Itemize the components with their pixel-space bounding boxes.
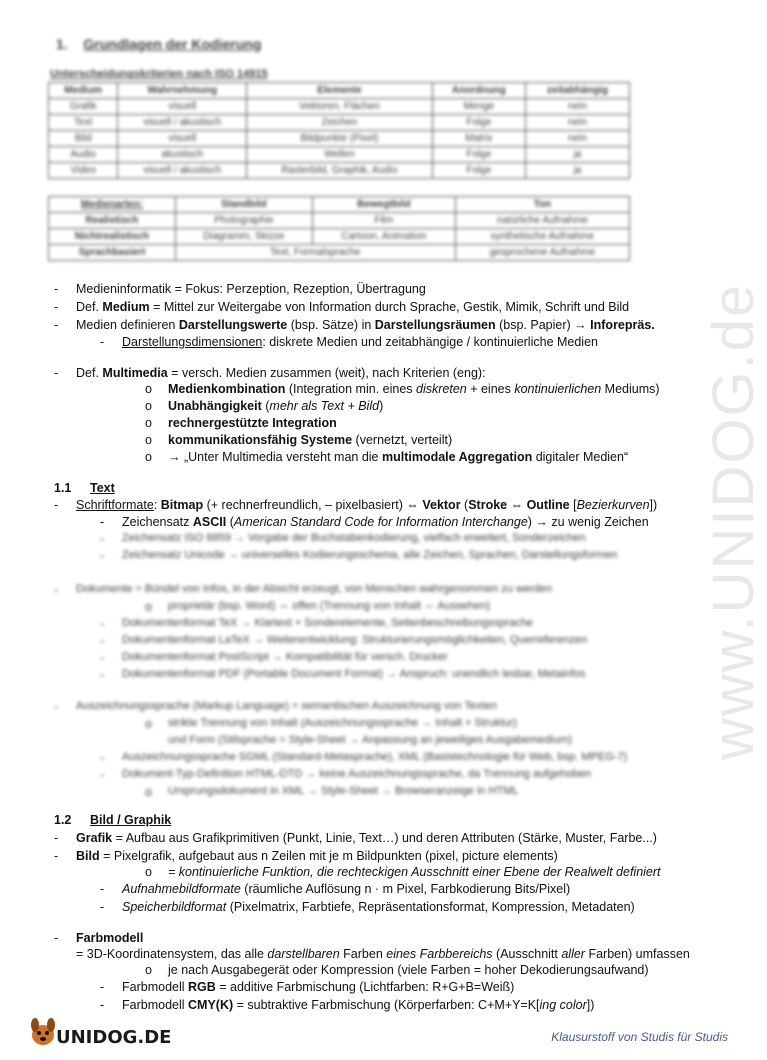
bullet-dash: - [54,366,59,380]
intro-line-1: Medieninformatik = Fokus: Perzeption, Rezeption, Übertragung [76,282,426,296]
media-types-table [48,196,630,261]
double-arrow-icon: ⇔ [406,498,419,512]
logo-text: UNIDOG.DE [56,1027,172,1048]
speicher-line: Speicherbildformat (Pixelmatrix, Farbtiefe, Repräsentationsformat, Kompression, Metadaten) [122,900,635,914]
cmy-line: Farbmodell CMY(K) = subtraktive Farbmischung (Körperfarben: C+M+Y=K[ing color]) [122,998,595,1012]
table-row: Bild visuell Bildpunkte (Pixel) Matrix nein [49,131,630,147]
section-title: Bild / Graphik [90,813,172,827]
table-header: Medienarten: [49,197,176,213]
table-row: Nichtrealistisch Diagramm, Skizze Cartoon, Animation synthetische Aufnahme [49,229,630,245]
section-number: 1.2 [54,813,72,827]
farbmodell-sub: je nach Ausgabegerät oder Kompression (viele Farben = hoher Dekodierungsaufwand) [168,963,649,977]
table-header: zeitabhängig [525,83,629,99]
table-header: Anordnung [432,83,525,99]
section-number: 1.1 [54,481,72,495]
bild-sub: = kontinuierliche Funktion, die rechteckigen Ausschnitt einer Ebene der Realwelt definiert [168,865,661,879]
table-header: Elemente [247,83,433,99]
watermark-text: www.UNIDOG.de [701,282,766,760]
dog-icon [28,1015,58,1047]
farbmodell-heading: Farbmodell [76,931,144,945]
intro-line-3: Medien definieren Darstellungswerte (bsp. Sätze) in Darstellungsräumen (bsp. Papier) → Inforepräs. [76,318,655,332]
bullet-dash: - [100,998,105,1012]
arrow-icon: → [535,515,548,529]
bullet-circle: o [145,416,152,430]
multimedia-item-3: rechnergestützte Integration [168,416,337,430]
table-header: Wahrnehmung [118,83,247,99]
grafik-line: Grafik = Aufbau aus Grafikprimitiven (Punkt, Linie, Text…) und deren Attributen (Stärke, Muster, Farbe...) [76,831,657,845]
iso-table [48,82,630,179]
aufnahme-line: Aufnahmebildformate (räumliche Auflösung n · m Pixel, Farbkodierung Bits/Pixel) [122,882,571,896]
bullet-circle: o [145,399,152,413]
table-header: Ton [455,197,629,213]
multimedia-item-2: Unabhängigkeit (mehr als Text + Bild) [168,399,384,413]
double-arrow-icon: ⇔ [510,498,524,512]
bullet-circle: o [145,433,152,447]
table1-caption: Unterscheidungskriterien nach ISO 14915 [50,68,268,80]
bullet-dash: - [54,282,59,296]
multimedia-item-1: Medienkombination (Integration min. eines diskreten + eines kontinuierlichen Mediums) [168,382,660,396]
bullet-circle: o [145,865,152,879]
intro-line-2: Def. Medium = Mittel zur Weitergabe von Information durch Sprache, Gestik, Mimik, Schrift und Bild [76,300,630,314]
intro-line-4: Darstellungsdimensionen: diskrete Medien und zeitabhängige / kontinuierliche Medien [122,335,598,349]
bullet-dash: - [100,515,105,529]
section-heading: 1. Grundlagen der Kodierung [56,36,262,52]
schriftformate-line: Schriftformate: Bitmap (+ rechnerfreundlich, – pixelbasiert) ⇔ Vektor (Stroke ⇔ Outline [Bezierkurven]) [76,498,658,512]
bullet-dash: - [54,498,59,512]
table-header: Standbild [175,197,312,213]
table-row: Audio akustisch Wellen Folge ja [49,147,630,163]
table-row: Realistisch Photographie Film natürliche Aufnahme [49,213,630,229]
unidog-logo [28,1015,172,1051]
bullet-dash: - [100,980,105,994]
farbmodell-def: = 3D-Koordinatensystem, das alle darstellbaren Farben eines Farbbereichs (Ausschnitt aller Farben) umfassen [76,947,690,961]
multimedia-item-4: kommunikationsfähig Systeme (vernetzt, verteilt) [168,433,453,447]
arrow-icon: → [168,450,181,464]
bullet-dash: - [54,931,59,945]
multimedia-def: Def. Multimedia = versch. Medien zusammen (weit), nach Kriterien (eng): [76,366,486,380]
watermark [640,282,766,760]
table-header: Medium [49,83,118,99]
bullet-circle: o [145,382,152,396]
bullet-dash: - [54,831,59,845]
table-row: Video visuell / akustisch Rasterbild, Graphik, Audio Folge ja [49,163,630,179]
bullet-dash: - [100,335,105,349]
table-header: Bewegtbild [312,197,455,213]
footer-tagline: Klausurstoff von Studis für Studis [551,1030,728,1044]
table-row: Text visuell / akustisch Zeichen Folge nein [49,115,630,131]
bullet-dash: - [100,882,105,896]
bullet-dash: - [54,318,59,332]
bullet-circle: o [145,963,152,977]
bullet-dash: - [100,900,105,914]
rgb-line: Farbmodell RGB = additive Farbmischung (Lichtfarben: R+G+B=Weiß) [122,980,515,994]
multimedia-item-5: → „Unter Multimedia versteht man die multimodale Aggregation digitaler Medien“ [168,450,629,464]
document-page: www.UNIDOG.de 1. Grundlagen der Kodierung Unterscheidungskriterien nach ISO 14915 Medium Wahrnehmung Elemente Anordnung zeitabhängig Grafik visuell Vektoren, Flächen Menge nein Text visuell / akustisch Zeichen Folge nein Bild visuell Bildpunkte (Pixel) Matrix nein Audio akustisch Wellen Folge ja Video visuell / akustisch Rasterbild, Graphik, Audio Folge ja Medienarten: Standbild Bewegtbild Ton Realistisch Photographie Film natürliche Aufnahme Nichtrealistisch Diagramm, Skizze Cartoon, Animation synthetische Aufnahme Sprachbasiert Text, Formalsprache gesprochene Aufnahme - Medieninformatik = Fokus: Perzeption, Rezeption, Übertragung - Def. Medium = Mittel zur Weitergabe von Information durch Sprache, Gestik, Mimik, Schrift und Bild - Medien definieren Darstellungswerte (bsp. Sätze) in Darstellungsräumen (bsp. Papier) → Inforepräs. - Darstellungsdimensionen: diskrete Medien und zeitabhängige / kontinuierliche Medien - Def. Multimedia = versch. Medien zusammen (weit), nach Kriterien (eng): o Medienkombination (Integration min. eines diskreten + eines kontinuierlichen Mediums) o Unabhängigkeit (mehr als Text + Bild) o rechnergestützte Integration o kommunikationsfähig Systeme (vernetzt, verteilt) o → „Unter Multimedia versteht man die multimodale Aggregation digitaler Medien“ 1.1 Text - Schriftformate: Bitmap (+ rechnerfreundlich, – pixelbasiert) ⇔ Vektor (Stroke ⇔ Outline [Bezierkurven]) - Zeichensatz ASCII (American Standard Code for Information Interchange) → zu wenig Zeichen - Zeichensatz ISO 8859 → Vorgabe der Buchstabenkodierung, vielfach erweitert, Sonderzeichen - Zeichensatz Unicode → universelles Kodierungsschema, alle Zeichen, Sprachen, Darstellungsformen - Dokumente = Bündel von Infos, in der Absicht erzeugt, von Menschen wahrgenommen zu werden o proprietär (bsp. Word) ⇔ offen (Trennung von Inhalt ⇔ Aussehen) - Dokumentenformat TeX → Klartext + Sonderelemente, Seitenbeschreibungssprache - Dokumentenformat LaTeX → Weiterentwicklung: Strukturierungsmöglichkeiten, Querreferenzen - Dokumentenformat PostScript → Kompatibilität für versch. Drucker - Dokumentenformat PDF (Portable Document Format) → Anspruch: unendlich lesbar, Metainfos - Auszeichnungssprache (Markup Language) = semantischen Auszeichnung von Texten o strikte Trennung von Inhalt (Auszeichnungssprache → Inhalt + Struktur) und Form (Stilsprache = Style-Sheet → Anpassung an jeweiliges Ausgabemedium) - Auszeichnungssprache SGML (Standard-Metasprache), XML (Basistechnologie für Web, bsp. MPEG-7) - Dokument-Typ-Definition HTML-DTD → keine Auszeichnungssprache, da Trennung aufgehoben o Ursprungsdokument in XML → Style-Sheet → Browseranzeige in HTML 1.2 Bild / Graphik - Grafik = Aufbau aus Grafikprimitiven (Punkt, Linie, Text…) und deren Attributen (Stärke, Muster, Farbe...) - Bild = Pixelgrafik, aufgebaut aus n Zeilen mit je m Bildpunkten (pixel, picture elements) o = kontinuierliche Funktion, die rechteckigen Ausschnitt einer Ebene der Realwelt definiert - Aufnahmebildformate (räumliche Auflösung n · m Pixel, Farbkodierung Bits/Pixel) - Speicherbildformat (Pixelmatrix, Farbtiefe, Repräsentationsformat, Kompression, Metadaten) - Farbmodell = 3D-Koordinatensystem, das alle darstellbaren Farben eines Farbbereichs (Ausschnitt aller Farben) umfassen o je nach Ausgabegerät oder Kompression (viele Farben = hoher Dekodierungsaufwand) - Farbmodell RGB = additive Farbmischung (Lichtfarben: R+G+B=Weiß) - Farbmodell CMY(K) = subtraktive Farbmischung (Körperfarben: C+M+Y=K[ing color]) UNIDOG.DE Klausurstoff von Studis für Studis [0,0,750,1060]
ascii-line: Zeichensatz ASCII (American Standard Code for Information Interchange) → zu wenig Zeichen [122,515,649,529]
bullet-dash: - [54,849,59,863]
section-title: Text [90,481,115,495]
arrow-icon: → [574,318,587,332]
bullet-circle: o [145,450,152,464]
table-row: Sprachbasiert Text, Formalsprache gesprochene Aufnahme [49,245,630,261]
table-row: Grafik visuell Vektoren, Flächen Menge nein [49,99,630,115]
bild-line: Bild = Pixelgrafik, aufgebaut aus n Zeilen mit je m Bildpunkten (pixel, picture elements) [76,849,558,863]
bullet-dash: - [54,300,59,314]
